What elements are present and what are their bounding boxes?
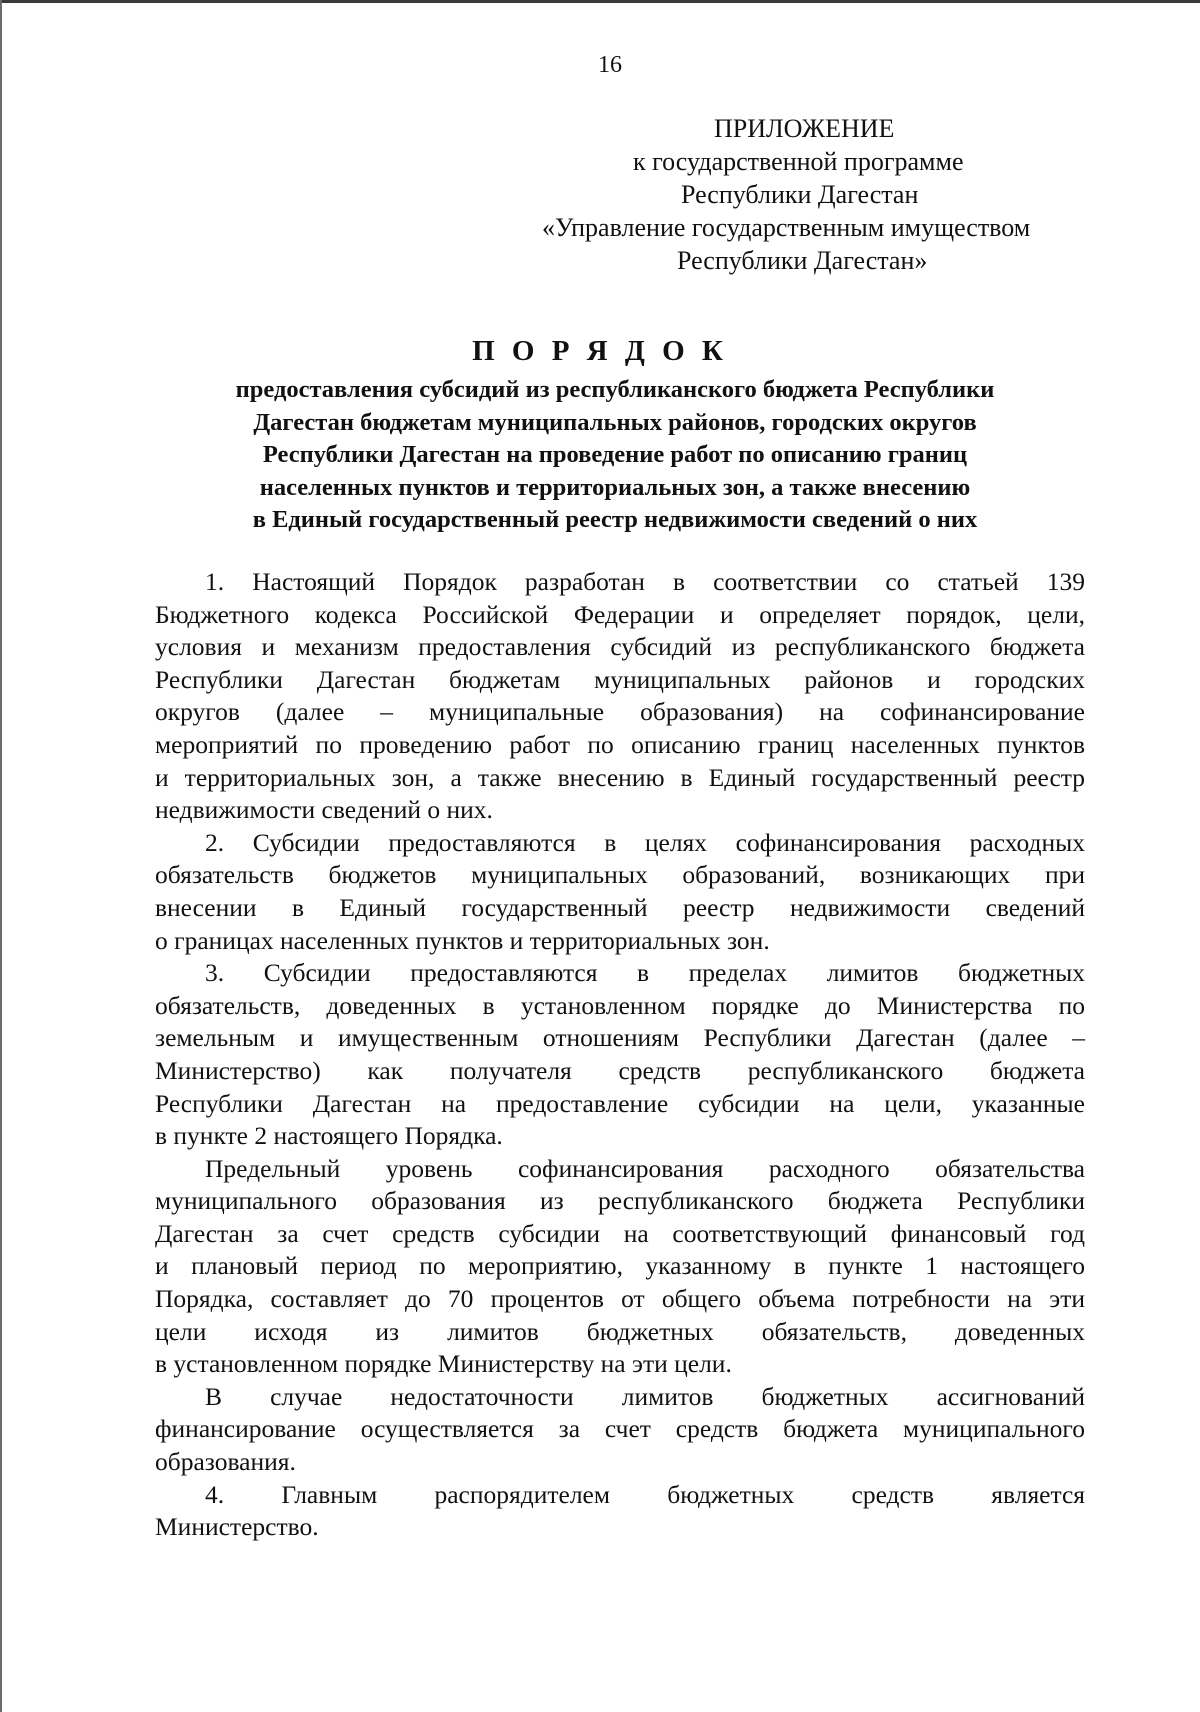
text-line: финансирование осуществляется за счет средств бюджета муниципального	[155, 1414, 1085, 1444]
text-line: и территориальных зон, а также внесению в Единый государственный реестр	[155, 762, 1085, 792]
text-line: 1. Настоящий Порядок разработан в соответствии со статьей 139	[205, 567, 1085, 596]
text-line: 3. Субсидии предоставляются в пределах лимитов бюджетных	[205, 958, 1085, 988]
text-line: В случае недостаточности лимитов бюджетных ассигнований	[205, 1381, 1085, 1411]
scan-edge-top	[0, 0, 1200, 3]
subtitle-line: Дагестан бюджетам муниципальных районов, городских округов	[253, 408, 977, 436]
subtitle-line: Республики Дагестан на проведение работ по описанию границ	[262, 441, 968, 468]
paragraph-3	[155, 957, 1085, 1153]
subtitle-line: предоставления субсидий из республиканского бюджета Республики	[235, 376, 995, 403]
appendix-line: Республики Дагестан»	[677, 246, 928, 275]
text-line: муниципального образования из республиканского бюджета Республики	[155, 1186, 1085, 1216]
paragraph-5	[155, 1381, 1085, 1479]
text-line: обязательств бюджетов муниципальных образований, возникающих при	[155, 860, 1085, 890]
document-body	[155, 566, 1085, 1544]
document-subtitle	[150, 374, 1080, 537]
text-line: Предельный уровень софинансирования расходного обязательства	[205, 1153, 1085, 1183]
paragraph-1	[155, 566, 1085, 827]
appendix-title: ПРИЛОЖЕНИЕ	[714, 114, 895, 143]
text-line: цели исходя из лимитов бюджетных обязательств, доведенных	[155, 1316, 1085, 1346]
appendix-line: «Управление государственным имуществом	[542, 213, 1031, 242]
text-line: Министерство) как получателя средств республиканского бюджета	[155, 1055, 1085, 1085]
appendix-line: Республики Дагестан	[681, 180, 919, 209]
text-line: Порядка, составляет до 70 процентов от общего объема потребности на эти	[155, 1284, 1085, 1314]
text-line: мероприятий по проведению работ по описанию границ населенных пунктов	[155, 729, 1085, 759]
text-line: Республики Дагестан бюджетам муниципальных районов и городских	[155, 664, 1085, 694]
text-line: Министерство.	[155, 1512, 319, 1542]
text-line: земельным и имущественным отношениям Республики Дагестан (далее –	[155, 1023, 1085, 1053]
text-line: 4. Главным распорядителем бюджетных средств является	[205, 1479, 1085, 1509]
paragraph-6	[155, 1479, 1085, 1544]
scan-edge-left	[0, 0, 2, 1712]
text-line: о границах населенных пунктов и территориальных зон.	[155, 925, 770, 955]
text-line: недвижимости сведений о них.	[155, 795, 493, 825]
text-line: Бюджетного кодекса Российской Федерации и определяет порядок, цели,	[155, 599, 1085, 629]
text-line: Республики Дагестан на предоставление субсидии на цели, указанные	[155, 1088, 1085, 1118]
text-line: в пункте 2 настоящего Порядка.	[155, 1121, 503, 1151]
text-line: образования.	[155, 1447, 296, 1477]
page-number: 16	[598, 52, 622, 78]
text-line: обязательств, доведенных в установленном порядке до Министерства по	[155, 990, 1085, 1020]
subtitle-line: населенных пунктов и территориальных зон, а также внесению	[259, 473, 971, 501]
text-line: Дагестан за счет средств субсидии на соответствующий финансовый год	[155, 1218, 1085, 1248]
text-line: внесении в Единый государственный реестр недвижимости сведений	[155, 892, 1085, 922]
document-title: П О Р Я Д О К	[472, 335, 728, 367]
text-line: условия и механизм предоставления субсидий из республиканского бюджета	[155, 632, 1085, 662]
text-line: и плановый период по мероприятию, указанному в пункте 1 настоящего	[155, 1251, 1085, 1281]
text-line: округов (далее – муниципальные образования) на софинансирование	[155, 697, 1085, 727]
appendix-block	[470, 112, 1170, 277]
text-line: 2. Субсидии предоставляются в целях софинансирования расходных	[205, 827, 1085, 857]
appendix-line: к государственной программе	[633, 147, 964, 176]
paragraph-4	[155, 1153, 1085, 1381]
paragraph-2	[155, 827, 1085, 957]
subtitle-line: в Единый государственный реестр недвижимости сведений о них	[252, 506, 978, 533]
text-line: в установленном порядке Министерству на эти цели.	[155, 1349, 732, 1379]
